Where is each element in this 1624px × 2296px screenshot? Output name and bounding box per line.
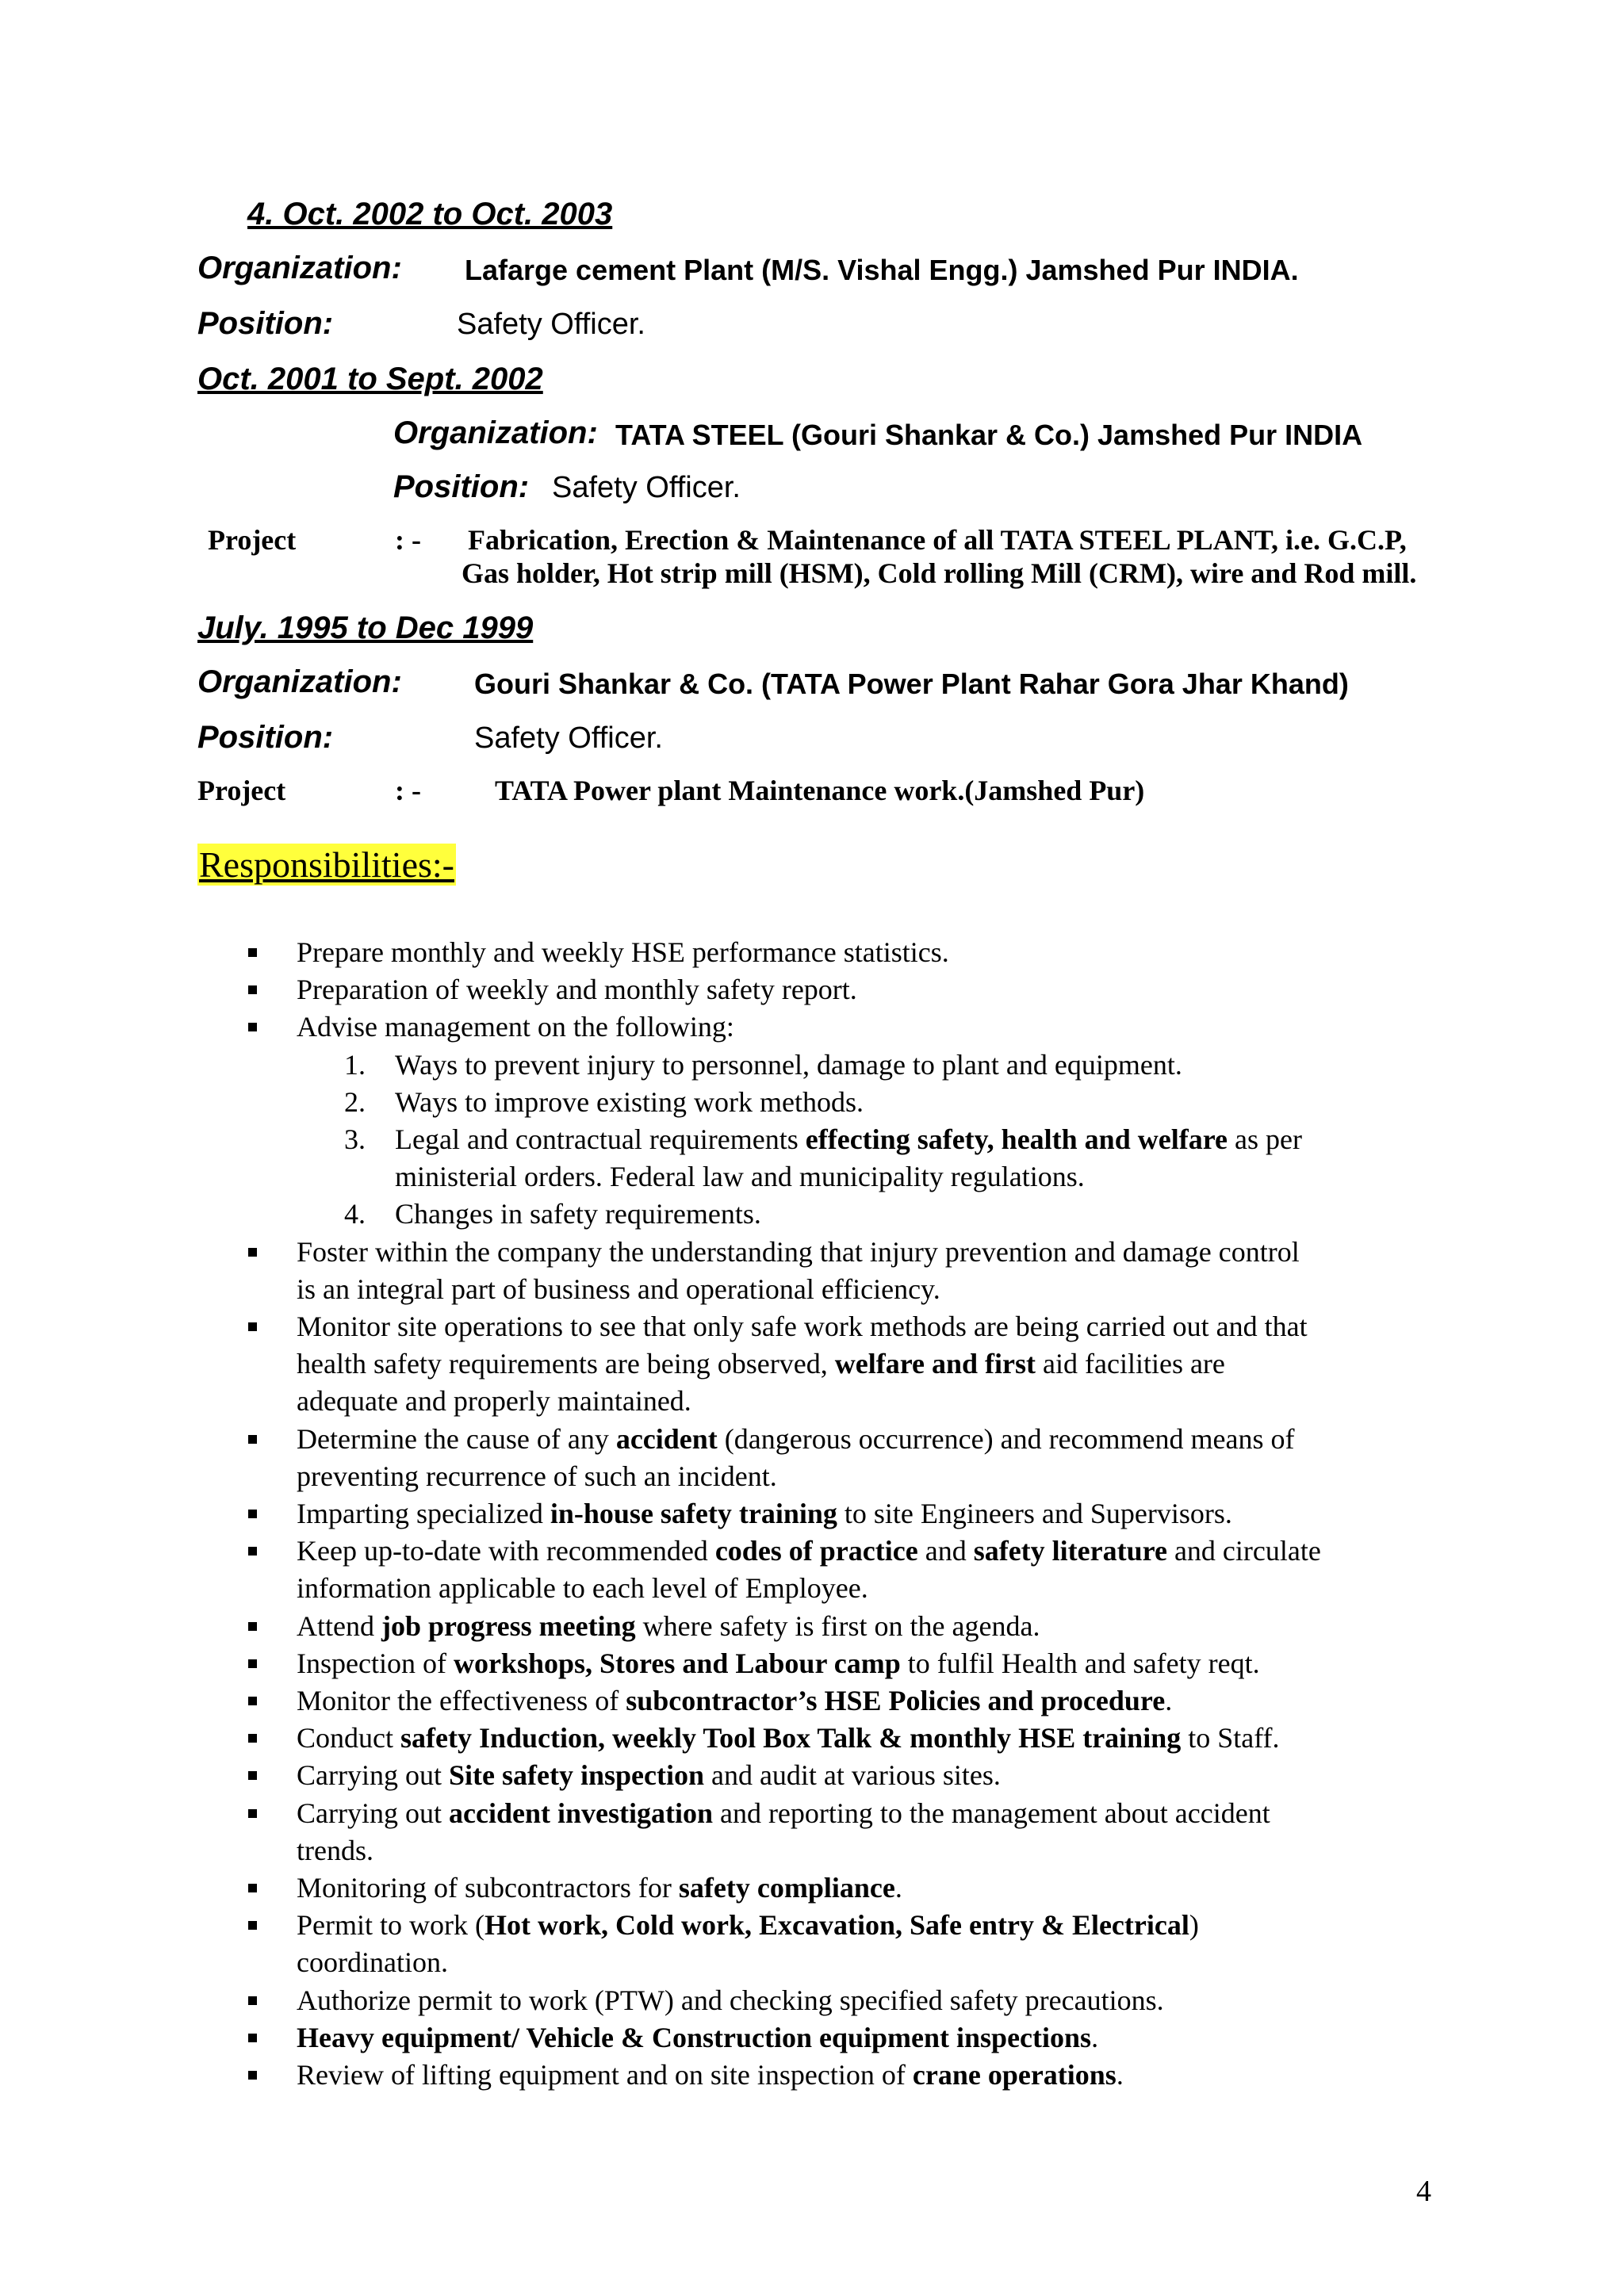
entry-2-heading: Oct. 2001 to Sept. 2002 — [197, 362, 543, 396]
plain-text: and audit at various sites. — [703, 1759, 1001, 1791]
responsibilities-heading: Responsibilities:- — [199, 844, 454, 885]
plain-text: aid facilities are — [1036, 1348, 1225, 1380]
responsibility-line — [297, 1682, 1172, 1720]
plain-text: is an integral part of business and operational efficiency. — [297, 1273, 940, 1305]
entry-3-project-separator: : - — [395, 775, 421, 806]
responsibility-line — [395, 1196, 761, 1233]
emphasis-text: workshops, Stores and Labour camp — [453, 1647, 901, 1679]
plain-text: preventing recurrence of such an incident. — [297, 1460, 777, 1492]
entry-3-project-line-1: TATA Power plant Maintenance work.(Jamshed Pur) — [495, 775, 1145, 806]
responsibility-line — [395, 1158, 1085, 1196]
responsibility-line — [297, 1271, 940, 1308]
responsibility-line — [297, 1533, 1321, 1570]
entry-2-pos-value: Safety Officer. — [552, 471, 741, 504]
emphasis-text: safety literature — [973, 1535, 1167, 1567]
responsibility-line — [297, 1982, 1164, 2019]
emphasis-text: subcontractor’s HSE Policies and procedure — [626, 1685, 1166, 1716]
plain-text: (dangerous occurrence) and recommend means of — [717, 1423, 1295, 1455]
page-number: 4 — [1416, 2175, 1431, 2208]
plain-text: ) — [1189, 1909, 1199, 1941]
bullet-icon — [248, 1734, 257, 1743]
plain-text: . — [894, 1872, 902, 1904]
plain-text: Authorize permit to work (PTW) and checking specified safety precautions. — [297, 1984, 1164, 2016]
plain-text: Monitor site operations to see that only safe work methods are being carried out and that — [297, 1311, 1308, 1342]
entry-3-heading: July. 1995 to Dec 1999 — [197, 610, 534, 645]
plain-text: Inspection of — [297, 1647, 454, 1679]
bullet-icon — [248, 1697, 257, 1705]
emphasis-text: Hot work, Cold work, Excavation, Safe entry & Electrical — [484, 1909, 1189, 1941]
plain-text: Preparation of weekly and monthly safety report. — [297, 974, 857, 1005]
plain-text: information applicable to each level of Employee. — [297, 1572, 868, 1604]
responsibility-line — [395, 1121, 1302, 1158]
plain-text: . — [1116, 2059, 1124, 2091]
bullet-icon — [248, 1659, 257, 1668]
bullet-icon — [248, 2071, 257, 2080]
bullet-icon — [248, 985, 257, 994]
bullet-icon — [248, 1023, 257, 1031]
plain-text: Carrying out — [297, 1759, 449, 1791]
plain-text: health safety requirements are being observed, — [297, 1348, 835, 1380]
plain-text: and circulate — [1166, 1535, 1321, 1567]
responsibility-line — [297, 1495, 1232, 1533]
responsibility-line — [297, 934, 949, 971]
plain-text: . — [1165, 1685, 1173, 1716]
entry-3-org-value: Gouri Shankar & Co. (TATA Power Plant Rahar Gora Jhar Khand) — [474, 668, 1349, 700]
bullet-icon — [248, 1809, 257, 1818]
bullet-icon — [248, 948, 257, 957]
bullet-icon — [248, 1622, 257, 1631]
responsibility-line — [297, 1944, 448, 1981]
emphasis-text: welfare and first — [834, 1348, 1036, 1380]
entry-3-project-label: Project — [197, 775, 286, 806]
responsibility-line — [297, 1907, 1199, 1944]
responsibility-line — [297, 1757, 1001, 1794]
plain-text: Monitor the effectiveness of — [297, 1685, 626, 1716]
bullet-icon — [248, 1921, 257, 1930]
responsibility-line — [297, 971, 857, 1008]
plain-text: coordination. — [297, 1946, 448, 1978]
responsibility-line — [297, 1869, 902, 1907]
responsibility-line — [297, 1645, 1260, 1682]
plain-text: Determine the cause of any — [297, 1423, 616, 1455]
plain-text: . — [1091, 2022, 1099, 2053]
list-number: 1. — [344, 1049, 366, 1081]
emphasis-text: crane operations — [912, 2059, 1116, 2091]
plain-text: adequate and properly maintained. — [297, 1385, 691, 1417]
entry-2-project-separator: : - — [395, 524, 421, 556]
emphasis-text: safety compliance — [678, 1872, 895, 1904]
responsibility-line — [395, 1084, 864, 1121]
responsibility-line — [297, 2057, 1124, 2094]
bullet-icon — [248, 1996, 257, 2005]
plain-text: as per — [1228, 1123, 1302, 1155]
plain-text: Changes in safety requirements. — [395, 1198, 761, 1230]
plain-text: Review of lifting equipment and on site inspection of — [297, 2059, 913, 2091]
list-number: 2. — [344, 1086, 366, 1118]
plain-text: and — [917, 1535, 974, 1567]
entry-3-org-label: Organization: — [197, 664, 402, 699]
plain-text: Legal and contractual requirements — [395, 1123, 806, 1155]
entry-2-org-label: Organization: — [393, 415, 598, 450]
plain-text: and reporting to the management about accident — [712, 1797, 1270, 1829]
bullet-icon — [248, 1435, 257, 1444]
plain-text: Imparting specialized — [297, 1498, 550, 1529]
plain-text: Advise management on the following: — [297, 1011, 734, 1043]
bullet-icon — [248, 1884, 257, 1892]
entry-3-pos-value: Safety Officer. — [474, 721, 663, 755]
responsibility-line — [297, 1832, 373, 1869]
emphasis-text: Heavy equipment/ Vehicle & Construction equipment inspections — [297, 2022, 1092, 2053]
plain-text: to Staff. — [1181, 1722, 1280, 1754]
bullet-icon — [248, 1771, 257, 1780]
bullet-icon — [248, 1248, 257, 1257]
responsibility-line — [297, 1345, 1225, 1383]
entry-1-pos-label: Position: — [197, 306, 334, 341]
plain-text: Conduct — [297, 1722, 400, 1754]
responsibility-line — [297, 1608, 1040, 1645]
emphasis-text: codes of practice — [714, 1535, 918, 1567]
emphasis-text: in-house safety training — [550, 1498, 837, 1529]
responsibility-line — [297, 1570, 868, 1607]
responsibility-line — [297, 1308, 1308, 1345]
list-number: 3. — [344, 1123, 366, 1155]
plain-text: to fulfil Health and safety reqt. — [900, 1647, 1260, 1679]
entry-2-pos-label: Position: — [393, 469, 530, 504]
entry-2-org-value: TATA STEEL (Gouri Shankar & Co.) Jamshed Pur INDIA — [615, 419, 1363, 451]
plain-text: Permit to work ( — [297, 1909, 485, 1941]
bullet-icon — [248, 1547, 257, 1556]
plain-text: Carrying out — [297, 1797, 449, 1829]
emphasis-text: safety Induction, weekly Tool Box Talk & monthly HSE training — [400, 1722, 1182, 1754]
responsibility-line — [297, 1421, 1294, 1458]
entry-2-project-label: Project — [208, 524, 297, 556]
entry-1-org-value: Lafarge cement Plant (M/S. Vishal Engg.) Jamshed Pur INDIA. — [465, 254, 1299, 286]
plain-text: Foster within the company the understanding that injury prevention and damage control — [297, 1236, 1300, 1268]
responsibility-line — [297, 1383, 691, 1420]
responsibility-line — [395, 1047, 1182, 1084]
entry-3-pos-label: Position: — [197, 720, 334, 755]
plain-text: to site Engineers and Supervisors. — [837, 1498, 1232, 1529]
plain-text: Monitoring of subcontractors for — [297, 1872, 679, 1904]
emphasis-text: accident investigation — [448, 1797, 713, 1829]
responsibility-line — [297, 1458, 777, 1495]
plain-text: ministerial orders. Federal law and municipality regulations. — [395, 1161, 1085, 1192]
plain-text: Ways to prevent injury to personnel, damage to plant and equipment. — [395, 1049, 1182, 1081]
entry-2-project-line-1: Fabrication, Erection & Maintenance of all TATA STEEL PLANT, i.e. G.C.P, — [468, 524, 1407, 556]
emphasis-text: effecting safety, health and welfare — [805, 1123, 1228, 1155]
plain-text: Keep up-to-date with recommended — [297, 1535, 715, 1567]
bullet-icon — [248, 1510, 257, 1518]
plain-text: where safety is first on the agenda. — [635, 1610, 1040, 1642]
entry-1-heading: 4. Oct. 2002 to Oct. 2003 — [247, 197, 613, 232]
plain-text: Attend — [297, 1610, 381, 1642]
plain-text: Ways to improve existing work methods. — [395, 1086, 864, 1118]
entry-1-org-label: Organization: — [197, 251, 402, 285]
emphasis-text: job progress meeting — [381, 1610, 636, 1642]
plain-text: trends. — [297, 1835, 373, 1866]
list-number: 4. — [344, 1198, 366, 1230]
responsibility-line — [297, 1720, 1280, 1757]
bullet-icon — [248, 1322, 257, 1331]
bullet-icon — [248, 2034, 257, 2042]
responsibility-line — [297, 1234, 1300, 1271]
responsibility-line — [297, 1795, 1270, 1832]
emphasis-text: accident — [615, 1423, 718, 1455]
entry-2-project-line-2: Gas holder, Hot strip mill (HSM), Cold rolling Mill (CRM), wire and Rod mill. — [462, 557, 1417, 589]
emphasis-text: Site safety inspection — [448, 1759, 704, 1791]
responsibility-line — [297, 2019, 1098, 2057]
entry-1-pos-value: Safety Officer. — [457, 308, 645, 341]
plain-text: Prepare monthly and weekly HSE performance statistics. — [297, 936, 949, 968]
responsibility-line — [297, 1008, 734, 1046]
